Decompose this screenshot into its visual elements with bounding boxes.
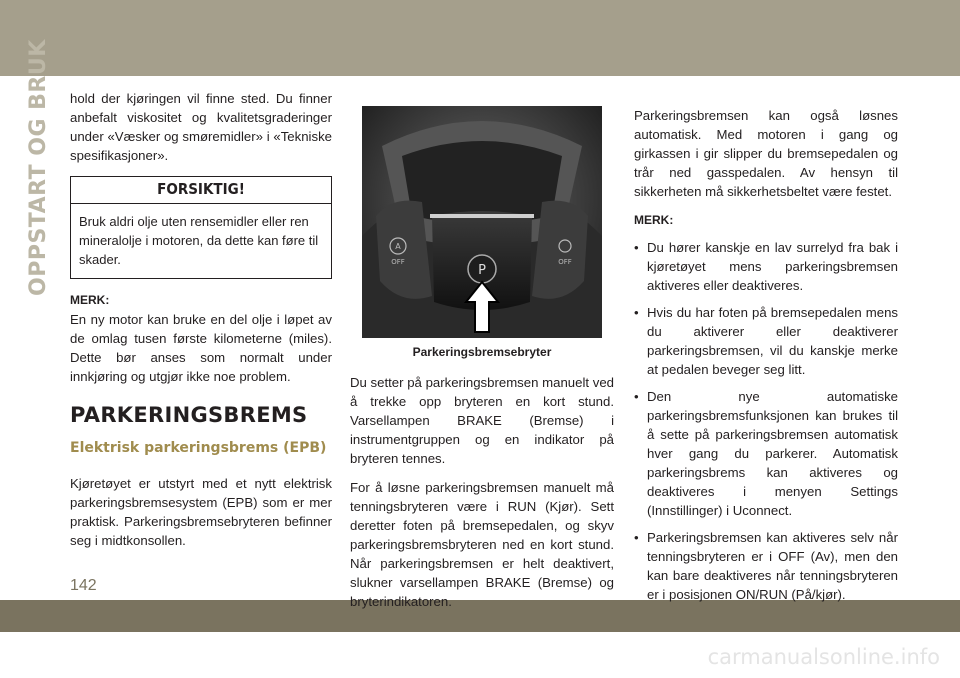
list-item: • Parkeringsbremsen kan aktiveres selv når tenningsbryteren er i OFF (Av), men den kan bare deaktiveres når tenningsbryteren er i posisjonen ON/RUN (På/kjør). [634, 528, 898, 604]
caution-box [70, 176, 332, 279]
intro-paragraph: hold der kjøringen vil finne sted. Du finner anbefalt viskositet og kvalitetsgraderinger under «Væsker og smøremidler» i «Tekniske spesifikasjoner». [70, 91, 332, 163]
column-2 [350, 373, 614, 611]
note-label: MERK: [70, 293, 110, 307]
svg-text:P: P [478, 263, 486, 278]
list-item: • Den nye automatiske parkeringsbremsfunksjonen kan brukes til å sette på parkeringsbremsen automatisk hver gang du parkerer. Automatisk parkeringsbrems kan aktiveres og deaktiveres i menyen Settings (Innstillinger) i Uconnect. [634, 387, 898, 520]
figure-caption: Parkeringsbremsebryter [412, 345, 552, 359]
section-heading: PARKERINGSBREMS [70, 403, 308, 427]
note-paragraph: En ny motor kan bruke en del olje i løpet av de omlag tusen første kilometerne (miles). Dette bør anses som normalt under innkjøring og utgjør ikke noe problem. [70, 312, 332, 384]
note-bullet-list [634, 238, 898, 604]
auto-release-paragraph: Parkeringsbremsen kan også løsnes automatisk. Med motoren i gang og girkassen i gir slipper du bremsepedalen og trår ned gasspedalen. Av hensyn til sikkerheten må sikkerhetsbeltet være festet. [634, 108, 898, 199]
list-item: • Hvis du har foten på bremsepedalen mens du aktiverer eller deaktiverer parkeringsbremsen, vil du kanskje merke at pedalen beveger seg litt. [634, 303, 898, 379]
watermark: carmanualsonline.info [707, 645, 940, 669]
page-number: 142 [70, 577, 97, 594]
list-item: • Du hører kanskje en lav surrelyd fra bak i kjøretøyet mens parkeringsbremsen aktiveres eller deaktiveres. [634, 238, 898, 295]
parking-brake-switch-photo [362, 106, 602, 338]
apply-brake-paragraph: Du setter på parkeringsbremsen manuelt ved å trekke opp bryteren en kort stund. Varsellampen BRAKE (Bremse) i instrumentgruppen og en indikator på bryteren tennes. [350, 375, 614, 466]
note-label-2: MERK: [634, 213, 674, 227]
svg-text:A: A [395, 242, 401, 251]
svg-text:OFF: OFF [558, 258, 572, 266]
epb-paragraph: Kjøretøyet er utstyrt med et nytt elektrisk parkeringsbremsesystem (EPB) som er mer praktisk. Parkeringsbremsebryteren befinner seg i midtkonsollen. [70, 476, 332, 548]
section-side-title: OPPSTART OG BRUK [26, 39, 51, 296]
header-band [0, 0, 960, 76]
column-3 [634, 106, 898, 612]
subsection-heading: Elektrisk parkeringsbrems (EPB) [70, 440, 327, 456]
release-brake-paragraph: For å løsne parkeringsbremsen manuelt må tenningsbryteren være i RUN (Kjør). Sett deretter foten på bremsepedalen, og skyv parkeringsbremsbryteren ned en kort stund. Når parkeringsbremsen er helt deaktivert, slukner varsellampen BRAKE (Bremse) og bryterindikatoren. [350, 480, 614, 609]
caution-title: FORSIKTIG! [71, 177, 331, 204]
svg-text:OFF: OFF [391, 258, 405, 266]
caution-text: Bruk aldri olje uten rensemidler eller ren mineralolje i motoren, da dette kan føre til skader. [79, 214, 319, 267]
column-1 [70, 89, 332, 550]
